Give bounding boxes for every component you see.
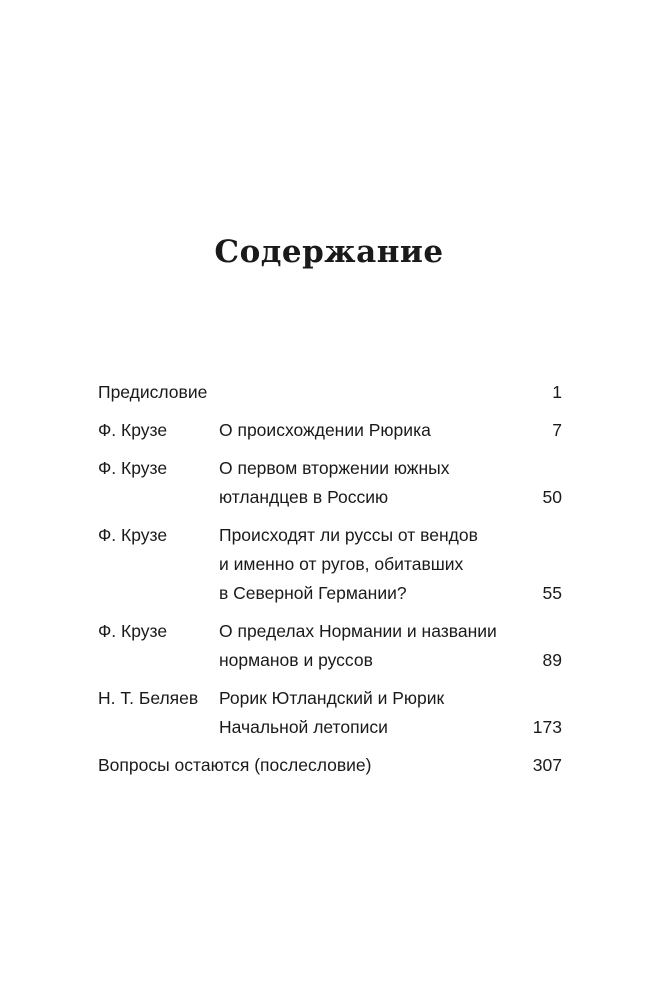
toc-entry-title-line: Начальной летописи (219, 717, 388, 737)
page-title: Содержание (214, 234, 444, 270)
toc-entry-title-line: и именно от ругов, обитавших (219, 554, 464, 574)
toc-entry-title (219, 684, 562, 742)
toc-entry[interactable] (98, 521, 562, 608)
toc-entry[interactable] (98, 684, 562, 742)
toc-entry-author: Ф. Крузе (98, 621, 168, 641)
toc-entry-title-line: Рорик Ютландский и Рюрик (219, 688, 445, 708)
toc-entry-title-line: в Северной Германии? (219, 583, 407, 603)
toc-entry-title-line: О первом вторжении южных (219, 458, 450, 478)
toc-entry[interactable] (98, 378, 562, 407)
toc-entry-page: 50 (542, 487, 562, 507)
toc-entry-title (98, 378, 562, 407)
toc-entry-title-line: Вопросы остаются (послесловие) (98, 755, 372, 775)
toc-entry[interactable] (98, 751, 562, 780)
toc-entry-title-line: О происхождении Рюрика (219, 420, 431, 440)
toc-entry-title (219, 416, 562, 445)
toc-entry-page: 1 (552, 382, 562, 402)
toc-entry-title (219, 617, 562, 675)
toc-entry[interactable] (98, 454, 562, 512)
toc-entry[interactable] (98, 416, 562, 445)
toc-entry-title-line: Предисловие (98, 382, 208, 402)
toc-entry-page: 7 (552, 420, 562, 440)
toc-entry-page: 55 (542, 583, 562, 603)
toc-entry-title (219, 521, 562, 608)
toc-entry-author: Ф. Крузе (98, 525, 168, 545)
toc-entry-page: 89 (542, 650, 562, 670)
toc-entry-author: Ф. Крузе (98, 458, 168, 478)
table-of-contents (98, 378, 562, 789)
toc-entry-author: Н. Т. Беляев (98, 688, 199, 708)
toc-entry-title-line: ютландцев в Россию (219, 487, 389, 507)
toc-entry-author: Ф. Крузе (98, 420, 168, 440)
toc-entry-title-line: О пределах Нормании и названии (219, 621, 497, 641)
toc-entry-page: 173 (532, 717, 562, 737)
toc-entry-title (98, 751, 562, 780)
toc-entry-page: 307 (532, 755, 562, 775)
toc-entry-title-line: Происходят ли руссы от вендов (219, 525, 478, 545)
toc-entry[interactable] (98, 617, 562, 675)
toc-entry-title-line: норманов и руссов (219, 650, 373, 670)
toc-entry-title (219, 454, 562, 512)
